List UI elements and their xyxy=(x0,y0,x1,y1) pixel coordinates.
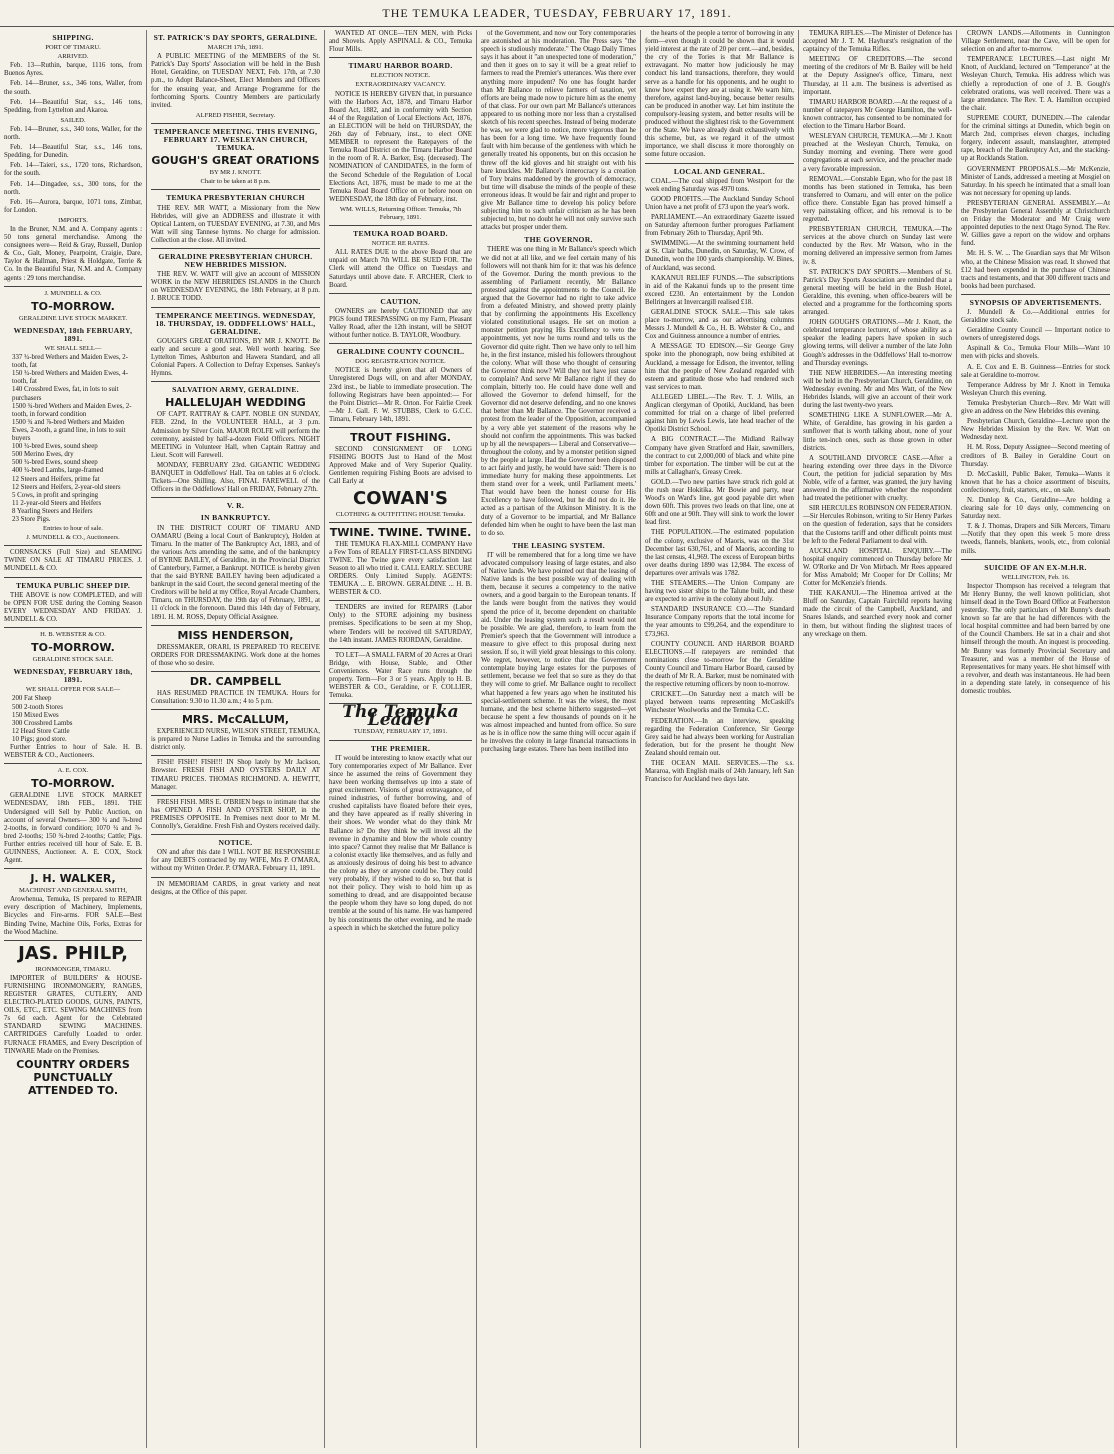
stock-list-2 xyxy=(4,695,142,744)
trout-fishing: TROUT FISHING. xyxy=(350,431,451,445)
news-item: AUCKLAND HOSPITAL ENQUIRY.—The hospital enquiry commenced on Thursday before Mr W. O'Rorke and Dr Von Mirbach. Mr Rees appeared for Miss Arnabold; Mr Cooper for Dr Collins; Mr Cotter for McKenzie's friends. xyxy=(803,547,952,588)
gough-2: GOUGH'S GREAT ORATIONS, BY MR J. KNOTT. Be early and secure a good seat. Well worth hearing. See Lyttelton Times, Ashburton and Hawera Standard, and all Colonial Papers. A Collection to Defray Expenses. Sankey's Hymns. xyxy=(151,337,320,378)
news-item: PRESBYTERIAN CHURCH, TEMUKA.—The services at the above church on Sunday last were conducted by the Rev. Mr Watson, who in the morning delivered an impressive sermon from James iv. 8. xyxy=(803,226,952,266)
we-sell-2: WE SHALL OFFER FOR SALE— xyxy=(25,686,121,694)
local-item: STANDARD INSURANCE CO.—The Standard Insurance Company reports that the total income for the year amounts to £99,264, and the expenditure to £73,963. xyxy=(645,606,794,638)
sailed-item: Feb. 14—Beautiful Star, s.s., 146 tons, Spedding, for Dunedin. xyxy=(4,144,142,160)
stock-item: 150 Mixed Ewes xyxy=(12,711,59,719)
walker-text: Arowhenua, Temuka, IS prepared to REPAIR every description of Machinery, Implements, Bicycles and Fire-arms. FOR SALE—Best Binding Twine, Machine Oils, Forks, Extras for the Wood Machine. xyxy=(4,896,142,936)
governor-text: THERE was one thing in Mr Ballance's speech which we did not at all like, and we feel certain many of his followers will not thank him for it: that was his defence of the Governor. During the month previous to the assembling of Parliament recently, Mr Ballance protested against the appointments to the Council. He argued that the Governor had no right to take advice from a defeated Ministry, and showed pretty plainly that by confirming the appointments His Excellency violated constitutional usages. He set on motion a monster petition praying His Excellency to veto the appointments, yet now he turns round and tells us the Governor did quite right. Then we have only to tell him he, in the first instance, misled his followers throughout the colony. What will those who thought of censuring the Governor think now? Will they not have just cause to complain? And serve Mr Ballance right if they do complain, bitterly too. He could have done well and allowed the Governor to defend himself, for the Governor did not deserve defending, and no one knows that better than Mr Ballance. The Governor received a protest from the leader of the Opposition, accompanied by a very able yet statement of the reasons why he should not confirm the appointments. This was backed up by all the newspapers— Liberal and Conservative—throughout the colony, and by a monster petition signed by the people at large. Had the Governor been disposed to act fairly and justly, he would have said: 'There is no immediate hurry for making these appointments. Let them stand over for a week, until Parliament meets.' That would have been the honest course for His Excellency to have followed, but he did not do it. He acted as a partisan of the Atkinson Ministry. It is the duty of a Governor to be impartial, and Mr Ballance defended him when he ought to have been the last man to do so. xyxy=(481,246,636,537)
news-item: ST. PATRICK'S DAY SPORTS.—Members of St. Patrick's Day Sports Association are reminded that a general meeting will be held in the Bush Hotel, Geraldine, this evening, when office-bearers will be elected and a programme for the forthcoming sports arranged. xyxy=(803,268,952,317)
news-item: GOVERNMENT PROPOSALS.—Mr McKenzie, Minister of Lands, addressed a meeting at Mosgiel on Saturday. In his speech he intimated that a small loan was not necessary for opening up lands. xyxy=(961,165,1110,197)
harbor-text: NOTICE IS HEREBY GIVEN that, in pursuance with the Harbors Act, 1878, and Timaru Harbor Board Act, 1882, and in conformity with Section 44 of the Regulation of Local Elections Act, 1876, an ELECTION will be held on THURSDAY, the 26th day of February, inst., to elect ONE MEMBER to represent the Ratepayers of the Temuka Road District on the Timaru Harbor Board in the room of R. A. Barker, Esq. (deceased). The NOMINATION of CANDIDATES, in the form of the Second Schedule of the Regulation of Local Elections Act, 1876, must be made to me at the Temuka Road Board Office on or before noon on WEDNESDAY, the 18th day of February, inst. xyxy=(329,90,472,203)
notice-heading: NOTICE. xyxy=(218,838,253,848)
stock-item: 500 Merino Ewes, dry xyxy=(12,451,74,459)
council-title: GERALDINE COUNTY COUNCIL. xyxy=(336,347,465,357)
news-item: SIR HERCULES ROBINSON ON FEDERATION.—Sir Hercules Robinson, writing to Sir Henry Parkes on the question of federation, says that he considers that the Customs tariff and other difficult points must be left to the Federal Parliament to deal with. xyxy=(803,505,952,545)
column-7 xyxy=(957,30,1114,1448)
twine-heading: TWINE. TWINE. TWINE. xyxy=(329,525,472,539)
sailed-item: Feb. 16—Aurora, barque, 1071 tons, Zimbar, for London. xyxy=(4,198,142,214)
local-item: PARLIAMENT.—An extraordinary Gazette issued on Saturday afternoon further prorogues Parliament from February 26th to Thursday, April 9th. xyxy=(645,213,794,238)
cox-text: GERALDINE LIVE STOCK MARKET WEDNESDAY, 18th FEB., 1891. THE Undersigned will Sell by Public Auction, on account of several Owners— 300 ¾ and ⅞-bred 2-tooths, in forward condition; 1070 ¾ and ⅞-bred 2-tooths; 150 ¾-bred 2-tooths; Cattle; Pigs. Further entries received till hour of Sale. E. B. GUINNESS, Auctioneer. A. E. COX, Stock Agent. xyxy=(4,792,142,865)
tomorrow-heading-2: TO-MORROW. xyxy=(31,641,115,655)
synopsis-item: Presbyterian Church, Geraldine—Lecture upon the New Hebrides Mission by the Rev. W. Watt on Wednesday next. xyxy=(961,418,1110,442)
local-item: COAL.—The coal shipped from Westport for the week ending Saturday was 4970 tons. xyxy=(645,177,794,193)
news-item: A SOUTHLAND DIVORCE CASE.—After a hearing extending over three days in the Divorce Court, the petition for judicial separation by Mrs Noble, wife of a farmer, was granted, the jury having answered in the affirmative whether the respondent had treated the petitioner with cruelty. xyxy=(803,454,952,503)
stock-market-title: GERALDINE LIVE STOCK MARKET. xyxy=(18,314,128,322)
philp-text: IMPORTER of BUILDERS' & HOUSE-FURNISHING IRONMONGERY, RANGES, REGISTER GRATES, CUTLERY, AND ELECTRO-PLATED GOODS, GUNS, PAINTS, OILS, ETC., ETC. SEWING MACHINES from 7s 6d each. Agent for the Celebrated STANDARD SEWING MACHINES. CARTRIDGES Carefully Loaded to order. FURNACE FRAMES, and Every Description of TINWARE Made on the Premises. xyxy=(4,974,142,1055)
suicide-text: Inspector Thompson has received a telegram that Mr Henry Bunny, the well known politician, shot himself dead in the Town Board Office at Featherston yesterday. The only particulars of Mr Bunny's death known so far are that he had differences with the local hospital committee and had been barred by one of the Council Chambers. He sat in a chair and shot himself through the mouth. An inquest is proceeding. Mr Bunny was formerly Provincial Secretary and Treasurer, and was a member of the House of Representatives for many years. He shot himself with a revolver, and death was instantaneous. He had been in a depending state lately, in consequence of his domestic troubles. xyxy=(961,582,1110,696)
column-5 xyxy=(641,30,799,1448)
sailed-item: Feb. 14—Bruner, s.s., 340 tons, Waller, for the north. xyxy=(4,125,142,142)
synopsis-item: Temperance Address by Mr J. Knott in Temuka Wesleyan Church this evening. xyxy=(961,381,1110,397)
webster-heading: H. B. WEBSTER & CO. xyxy=(40,631,106,638)
campbell-text: HAS RESUMED PRACTICE IN TEMUKA. Hours for Consultation: 9.30 to 11.30 a.m.; 4 to 5 p.m. xyxy=(151,689,320,705)
leasing-continued: the hearts of the people a terror of borrowing in any form—even though it could be shown that it would yield interest at the rate of 20 per cent.—and, besides, the cry of the Tories is that Mr Ballance is extravagant. No matter how judiciously he may conduct his land transactions, therefore, they would serve as a handle for his opponents, and he ought to know how expert they are at using it. We warn him, therefore, against land-buying, because better results can be produced in another way. Let him institute the compulsory-leasing system, and better results will be produced without the slightest risk to the Government or the State. We have already dealt exhaustively with this scheme, but, as we regard it of the utmost importance, we shall discuss it more thoroughly on some future occasion. xyxy=(645,30,794,159)
premier-text: IT would be interesting to know exactly what our Tory contemporaries expect of Mr Ballance. Ever since he assumed the reins of Government they have been working themselves up into a state of great excitement. Visions of great extravagance, of ruined industries, of further borrowing, and of crushed capitalists have floated before their eyes, and they have appeared as if really shivering in their shoes. We wonder what do they think Mr Ballance is? Do they think he will invest all the revenue in dynamite and blow the whole country into space? Cannot they realise that Mr Ballance is a colonist exactly like themselves, and as fully and as anxiously desirous of doing his best to advance the colony as they or anyone could be. They could very probably, if they wished to do so, but that is not their policy. They wish to hold him up as something to dread, and are disappointed because the people whom they have so long duped, do not tremble at the sound of his name. He was hampered by his constituents the other evening, and he made a speech in which he sketched the future policy xyxy=(329,754,472,932)
henderson-name: MISS HENDERSON, xyxy=(177,628,294,642)
local-item: THE STEAMERS.—The Union Company are having two sister ships to the Talune built, and these are expected to arrive in the colony about July. xyxy=(645,580,794,604)
mccallum-name: MRS. McCALLUM, xyxy=(181,713,290,727)
arrived-label: ARRIVED. xyxy=(57,53,89,61)
stock-list xyxy=(4,354,142,524)
geraldine-presbyterian: GERALDINE PRESBYTERIAN CHURCH. NEW HEBRIDES MISSION. xyxy=(158,251,313,270)
bankruptcy-heading: IN BANKRUPTCY. xyxy=(200,513,271,523)
tomorrow-heading-3: TO-MORROW. xyxy=(31,777,115,791)
bankruptcy-text: IN THE DISTRICT COURT OF TIMARU AND OAMARU (Being a local Court of Bankruptcy), Holden at Timaru. In the matter of The Bankruptcy Act, 1883, and of the various Acts amending the same, and of the bankruptcy of BYRNE BAILEY, of Geraldine, in the Provincial District of Canterbury, Farmer, a Bankrupt. NOTICE is hereby given that the said BYRNE BAILEY having been adjudicated a bankrupt in the said Court, the second general meeting of the Creditors will be held at my Office, Royal Arcade Chambers, Timaru, on THURSDAY, the 19th day of February, 1891, at 11 o'clock in the forenoon. Dated this 14th day of February, 1891. H. M. ROSS, Deputy Official Assignee. xyxy=(151,524,320,621)
sailed-item: Feb. 14—Dingadee, s.s., 300 tons, for the north. xyxy=(4,180,142,196)
arrived-item: Feb. 14—Bruner, s.s., 346 tons, Waller, from the south. xyxy=(4,80,142,96)
geraldine-presbyterian-text: THE REV. W. WATT will give an account of MISSION WORK in the NEW HEBRIDES ISLANDS in the Church on WEDNESDAY EVENING, the 18th February, at 8 p.m. J. BRUCE TODD. xyxy=(151,271,320,303)
walker-name: J. H. WALKER, xyxy=(30,872,116,886)
synopsis-item: Temuka Presbyterian Church—Rev. Mr Watt will give an address on the New Hebrides this evening. xyxy=(961,399,1110,416)
news-item: MEETING OF CREDITORS.—The second meeting of the creditors of Mr B. Bailey will be held at the Deputy Assignee's office, Timaru, next Thursday, at 11 a.m. The business is advertised as important. xyxy=(803,56,952,96)
sale-date-2: WEDNESDAY, FEBRUARY 18th, 1891. xyxy=(13,667,133,685)
news-item: THE NEW HEBRIDES.—An interesting meeting will be held in the Presbyterian Church, Geraldine, on Wednesday evening. Mr and Mrs Watt, of the New Hebrides Islands, will give an account of their work during the last twenty-two years. xyxy=(803,369,952,410)
stock-item: 200 Fat Sheep xyxy=(12,695,52,703)
suicide-heading: SUICIDE OF AN EX-M.H.R. xyxy=(984,562,1087,572)
news-item: SOMETHING LIKE A SUNFLOWER.—Mr A. White, of Geraldine, has growing in his garden a sunflower that is worth talking about, none of your little ten-inch ones, such as those grown in other districts. xyxy=(803,412,952,452)
local-item: ALLEGED LIBEL.—The Rev. T. J. Wills, an Anglican clergyman of Opotiki, Auckland, has been committed for trial on a charge of libel preferred against him by Lewis Lewis, late head teacher of the Opotiki District School. xyxy=(645,393,794,434)
further-entries: Further Entries to hour of Sale. H. B. WEBSTER & CO., Auctioneers. xyxy=(4,744,142,760)
rates-notice: NOTICE RE RATES. xyxy=(371,240,430,248)
stock-item: 500 ¾-bred Ewes, sound sheep xyxy=(12,459,98,467)
synopsis-item: Geraldine County Council — Important notice to owners of unregistered dogs. xyxy=(961,327,1110,343)
news-item: CROWN LANDS.—Allotments in Cunnington Village Settlement, near the Cave, will be open for selection on and after to-morrow. xyxy=(961,30,1110,54)
banquet-text: MONDAY, FEBRUARY 23rd. GIGANTIC WEDDING BANQUET in Oddfellows' Hall. Tea on tables at 6 o'clock. Tickets—One Shilling. Also, FINAL FAREWELL of the Officers in the Oddfellows' Hall on FRIDAY, February 27th. xyxy=(151,461,320,494)
stock-item: 12 Steers and Heifers, prime fat xyxy=(12,475,100,483)
synopsis-item: J. Mundell & Co.—Additional entries for Geraldine stock sale. xyxy=(961,309,1110,325)
column-6 xyxy=(799,30,957,1448)
cox-heading: A. E. COX. xyxy=(57,767,89,775)
column-4 xyxy=(477,30,641,1448)
synopsis-item: A. E. Cox and E. B. Guinness—Entries for stock sale at Geraldine to-morrow. xyxy=(961,363,1110,379)
stock-item: 12 Head Store Cattle xyxy=(12,727,70,735)
cowans-sub: CLOTHING & OUTFITTING HOUSE Temuka. xyxy=(335,510,466,518)
rates-text: ALL RATES DUE to the above Board that are unpaid on March 7th WILL BE SUED FOR. The Clerk will attend the Office on Tuesdays and Saturdays until above date. F. ARCHER, Clerk to Board. xyxy=(329,249,472,289)
stock-item: 23 Store Pigs. xyxy=(12,515,51,523)
sailed-item: Feb. 14—Taieri, s.s., 1720 tons, Richardson, for the south. xyxy=(4,162,142,178)
temperance-title: TEMPERANCE MEETING. THIS EVENING, FEBRUARY 17. WESLEYAN CHURCH, TEMUKA. xyxy=(153,126,318,153)
sports-date: MARCH 17th, 1891. xyxy=(207,44,264,52)
memoriam-ad: IN MEMORIAM CARDS, in great variety and neat designs, at the Office of this paper. xyxy=(151,880,320,896)
hallelujah-wedding: HALLELUJAH WEDDING xyxy=(165,396,306,410)
sports-title: ST. PATRICK'S DAY SPORTS, GERALDINE. xyxy=(153,33,318,42)
leasing-text: IT will be remembered that for a long time we have advocated compulsory leasing of large estates, and also of Native lands. We have pointed out that the leasing of Native lands is the best possible way of dealing with them, because it secures a competency to the native owners, and a good bargain to the European tenants. If the lands were bought from the natives they would spend the price of it, become dependent on charitable aid. Under the leasing system such a result would not be possible. We are glad, therefore, to learn from the Premier's speech that the Government will introduce a measure to give effect to this proposal during next session. If so, it will yield great blessings to this colony. We regret, however, to notice that the Government contemplate buying large estates for the purposes of settlement, because we feel that so sure as they do that they will come to grief. Mr Ballance ought to recollect what happened a few years ago when he instituted his special-settlement scheme. It was the wisest, the most humane, and the best scheme hitherto suggested—yet because he spent a few thousands of pounds on it he was almost impeached and hunted from office. So sure as he is in office now the same thing will occur again if he involves the colony in large financial transactions in purchasing large estates. There has been instilled into xyxy=(481,551,636,754)
trout-text: SECOND CONSIGNMENT OF LONG FISHING BOOTS Just to Hand of the Most Approved Make and of Very Superior Quality. Gentlemen requiring Fishing Boots are advised to Call Early at xyxy=(329,446,472,486)
stock-item: 300 Crossbred Lambs xyxy=(12,719,73,727)
stock-item: 11 2-year-old Steers and Heifers xyxy=(12,499,102,507)
tolet-ad: TO LET—A SMALL FARM of 20 Acres at Orari Bridge, with House, Stable, and Other Conveniences. Water Race runs through the property. Term—For 3 or 5 years. Apply to H. B. WEBSTER & CO., Geraldine, or F. COLLIER, Temuka. xyxy=(329,651,472,700)
local-item: CRICKET.—On Saturday next a match will be played between teams representing McCaskill's Winchester Woolworks and the Temuka C.C. xyxy=(645,691,794,715)
premier-continued: of the Government, and now our Tory contemporaries are astonished at his moderation. The Press says "the speech is studiously moderate." The Otago Daily Times says it has about it "an unexpected tone of moderation," and then it goes on to say it will be a great relief to farmers to read the Premier's utterances. Was there ever anything more impudent? No one has fought harder than Mr Ballance to relieve farmers of taxation, yet efforts are being made now to picture him as the enemy of that class. For our own part Mr Ballance's utterances appeared to us nothing more nor less than a crystalised sketch of his recent speeches. Instead of being moderate he was, we were glad to notice, more vigorous than he has been for a long time. We have frequently found fault with him because of the gentleness with which he generally treated his opponents, but on this occasion he threw off the kid gloves and hit straight out with his bare knuckles. Mr Ballance's innerocracy is a creation of Tory brains maddened by the growth of democracy, but time will disabuse the minds of the people of these erroneous ideas. It would be fair and right and proper to give Mr Ballance time to develop his policy before subjecting him to such unfair criticism as he has been subjected to, but no doubt he will not only survive such attacks but prosper under them. xyxy=(481,30,636,232)
stock-item: 1500 ¾-bred Wethers and Maiden Ewes, 2-tooth, in forward condition xyxy=(12,402,132,418)
stock-item: 100 ¾-bred Ewes, sound sheep xyxy=(12,443,98,451)
road-board-title: TEMUKA ROAD BOARD. xyxy=(353,229,448,239)
local-item: THE OCEAN MAIL SERVICES.—The s.s. Mararoa, with English mails of 24th January, left San Francisco for Auckland two days late. xyxy=(645,759,794,784)
cowans: COWAN'S xyxy=(352,487,449,509)
stock-item: 500 2-tooth Stores xyxy=(12,703,63,711)
news-item: TEMPERANCE LECTURES.—Last night Mr Knott, of Auckland, lectured on "Temperance" at the Wesleyan Church, Temuka. His address which was chiefly a reproduction of one of J. B. Gough's celebrated orations, was well received. There was a large attendance. The Rev. T. A. Hamilton occupied the chair. xyxy=(961,56,1110,112)
extraordinary-vacancy: EXTRAORDINARY VACANCY. xyxy=(355,81,446,89)
local-item: COUNTY COUNCIL AND HARBOR BOARD ELECTIONS.—If ratepayers are reminded that nominations close to-morrow for the Geraldine County Council and Timaru Harbor Board, caused by the death of Mr R. A. Barker, must be nominated with the respective returning officers by noon to-morrow. xyxy=(645,640,794,689)
sports-text: A PUBLIC MEETING of the MEMBERS of the St. Patrick's Day Sports' Association will be held in the Bush Hotel, Geraldine, on TUESDAY NEXT, Feb. 17th, at 7.30 p.m., to Adopt Balance-Sheet, Elect Members and Officers for the ensuing year, and Arrange Programme for the forthcoming Sports. Country Members are particularly invited. xyxy=(151,53,320,109)
cornsacks-ad: CORNSACKS (Full Size) and SEAMING TWINE ON SALE AT TIMARU PRICES. J. MUNDELL & CO. xyxy=(4,549,142,573)
gough-by: BY MR J. KNOTT. xyxy=(209,169,262,177)
masthead: THE TEMUKA LEADER, TUESDAY, FEBRUARY 17, 1891. xyxy=(0,0,1114,27)
stock-item: 337 ¾-bred Wethers and Maiden Ewes, 2-tooth, fat xyxy=(12,354,129,370)
walker-title: MACHINIST AND GENERAL SMITH, xyxy=(18,887,128,895)
stock-item: 5 Cows, in profit and springing xyxy=(12,491,99,499)
local-item: KAKANUI RELIEF FUNDS.—The subscriptions in aid of the Kakanui funds up to the present time exceed £230. An entertainment by the London Bellringers at Invercargill realised £18. xyxy=(645,274,794,306)
henderson-text: DRESSMAKER, ORARI, IS PREPARED TO RECEIVE ORDERS FOR DRESSMAKING. Work done at the homes of those who so desire. xyxy=(151,643,320,667)
dog-text: NOTICE is hereby given that all Owners of Unregistered Dogs will, on and after MONDAY, 23rd inst., be liable to immediate prosecution. The following Registrars have been appointed:— For the Point District—Mr R. Orton. For Fairlie Creek—Mr J. Gall. F. W. STUBBS, Clerk to G.C.C. Timaru, February 14th, 1891. xyxy=(329,367,472,423)
synopsis-heading: SYNOPSIS OF ADVERTISEMENTS. xyxy=(969,297,1102,307)
local-item: A MESSAGE TO EDISON.—Sir George Grey spoke into the phonograph, now being exhibited at Auckland, a message for Edison, the inventor, telling him that the people of New Zealand regarded with esteem and gratitude those who had rendered such vast services to man. xyxy=(645,343,794,391)
local-item: A BIG CONTRACT.—The Midland Railway Company have given Stratford and Hair, sawmillers, the contract to cut 2,000,000 of black and white pine timber for exportation. The timber will be cut at the mills at Callaghan's, Greasy Creek. xyxy=(645,436,794,476)
campbell-name: DR. CAMPBELL xyxy=(189,674,282,688)
sailed-label: SAILED. xyxy=(60,116,86,124)
country-orders: COUNTRY ORDERS PUNCTUALLY ATTENDED TO. xyxy=(16,1057,130,1097)
imports-text: In the Bruner, N.M. and A. Company agents : 50 tons general merchandise. Among the consignees were— Reid & Gray, Russell, Dunlop & Co., Galt, Money, Pearpoint, Craigie, Dare, Taylor & Hallman, Priest & Holdgate, Terrie & Co. In the Beautiful Star, N.M. and A. Company agents : 29 tons merchandise. xyxy=(4,225,142,282)
philp-title: IRONMONGER, TIMARU. xyxy=(35,965,111,973)
caution-text: OWNERS are hereby CAUTIONED that any PIGS found TRESPASSING on my Farm, Pleasant Valley Road, after the 12th instant, will be SHOT without further notice. B. TAYLOR, Woodbury. xyxy=(329,307,472,340)
mundell-auctioneers: J. MUNDELL & CO., Auctioneers. xyxy=(26,534,120,542)
news-item: THE KAKANUI.—The Hinemoa arrived at the Bluff on Saturday, Captain Fairchild reports having made the circuit of the Campbell, Auckland, and Snares Islands, and searched every nook and corner in them, but without finding the slightest traces of any wreckage on them. xyxy=(803,590,952,638)
wills-signature: WM. WILLS, Returning Officer. Temuka, 7th February, 1891. xyxy=(339,205,462,221)
dog-notice: DOG REGISTRATION NOTICE. xyxy=(355,358,446,366)
imports-label: IMPORTS. xyxy=(58,216,88,224)
stock-item: 12 Steers and Heifers, 2-year-old steers xyxy=(12,483,121,491)
mundell-heading: J. MUNDELL & CO. xyxy=(44,289,102,297)
news-item: REMOVAL.—Constable Egan, who for the past 18 months has been stationed in Temuka, has been transferred to Oamaru, and will enter on the police office there. Constable Egan has proved himself a very painstaking officer, and his removal is to be regretted. xyxy=(803,175,952,224)
local-item: SWIMMING.—At the swimming tournament held at St. Clair baths, Dunedin, on Saturday, W. Crow, of Dunedin, won the 100 yards championship. W. Bines, of Auckland, was second. xyxy=(645,240,794,272)
local-item: GOLD.—Two new parties have struck rich gold at the rush near Hokitika. Mr Bowie and party, near Wood's on Ward's line, got good payable dirt when down 60ft. This proves two leads on that line, one at 60ft and one at 90ft. They will sink to work the lower lead first. xyxy=(645,478,794,527)
harbor-board-title: TIMARU HARBOR BOARD. xyxy=(348,61,453,71)
leader-date: TUESDAY, FEBRUARY 17, 1891. xyxy=(353,728,448,736)
stock-item: 150 ¾-bred Wethers and Maiden Ewes, 4-tooth, fat xyxy=(12,370,129,386)
governor-heading: THE GOVERNOR. xyxy=(524,235,593,245)
synopsis-item: H. M. Ross, Deputy Assignee—Second meeting of creditors of B. Bailey in Geraldine Court on Thursday. xyxy=(961,444,1110,468)
mccallum-text: EXPERIENCED NURSE, WILSON STREET, TEMUKA, is prepared to Nurse Ladies in Temuka and the surrounding district only. xyxy=(151,728,320,752)
synopsis-item: D. McCaskill, Public Baker, Temuka—Wants it known that he has a choice assortment of biscuits, confectionery, fruit, starters, etc., on sale. xyxy=(961,470,1110,494)
election-notice: ELECTION NOTICE. xyxy=(370,72,431,80)
local-item: THE POPULATION.—The estimated population of the colony, exclusive of Maoris, was on the 31st December last 630,761, and of Maoris, according to the last census, 41,969. The excess of European births over deaths during 1890 was 12,984. The excess of departures over arrivals was 1782. xyxy=(645,529,794,577)
gough-orations: GOUGH'S GREAT ORATIONS xyxy=(151,154,320,168)
arrived-item: Feb. 13—Ruthin, barque, 1116 tons, from Buenos Ayres. xyxy=(4,62,142,78)
we-sell: WE SHALL SELL— xyxy=(44,345,102,352)
stock-item: 10 Pigs; good store. xyxy=(12,735,67,743)
synopsis-item: Aspinall & Co., Temuka Flour Mills—Want 10 men with picks and shovels. xyxy=(961,345,1110,361)
geraldine-stock-title: GERALDINE STOCK SALE. xyxy=(32,656,114,664)
dip-text: THE ABOVE is now COMPLETED, and will be OPEN FOR USE during the Coming Season EVERY WEDNESDAY AND FRIDAY. J. MUNDELL & CO. xyxy=(4,591,142,623)
stock-item: 1500 ¾ and ⅞-bred Wethers and Maiden Ewes, 2-tooth, a grand line, in lots to suit buyers xyxy=(12,418,126,443)
column-2 xyxy=(147,30,325,1448)
vr-heading: V. R. xyxy=(226,501,245,511)
caution-title: CAUTION. xyxy=(380,296,421,306)
stock-item: 8 Yearling Steers and Heifers xyxy=(12,507,93,515)
stock-item: 400 ¾-bred Lambs, large-framed xyxy=(12,467,104,475)
local-general-heading: LOCAL AND GENERAL. xyxy=(673,166,766,176)
column-1 xyxy=(0,30,147,1448)
news-item: JOHN GOUGH'S ORATIONS.—Mr J. Knott, the celebrated temperance lecturer, of whose ability as a speaker the leading papers have spoken in such glowing terms, will deliver a number of the late John Gough's addresses in the Oddfellows' Hall to-morrow and Thursday evenings. xyxy=(803,319,952,367)
entries-note: Entries to hour of sale. xyxy=(43,525,103,533)
philp-name: JAS. PHILP, xyxy=(18,942,128,964)
shipping-title: SHIPPING. xyxy=(52,33,94,42)
synopsis-item: N. Dunlop & Co., Geraldine—Are holding a clearing sale for 10 days only, commencing on Saturday next. xyxy=(961,496,1110,521)
leader-title: The Temuka Leader xyxy=(342,702,459,731)
presbyterian-title: TEMUKA PRESBYTERIAN CHURCH xyxy=(166,193,305,203)
local-item: GOOD PROFITS.—The Auckland Sunday School Union have a net profit of £73 upon the year's work. xyxy=(645,195,794,211)
tomorrow-heading: TO-MORROW. xyxy=(31,299,115,313)
temperance-meetings: TEMPERANCE MEETINGS. WEDNESDAY, 18. THURSDAY, 19. ODDFELLOWS' HALL, GERALDINE. xyxy=(155,310,316,336)
gough-chair: Chair to be taken at 8 p.m. xyxy=(200,178,271,186)
sports-signature: ALFRED FISHER, Secretary. xyxy=(195,111,276,119)
news-item: Mr. H. S. W. ... The Guardian says that Mr Wilson who, at the Chinese Mission was read. It showed that £12 had been expended in the purchase of Chinese tracts and testaments, and that 300 different tracts and books had been purchased. xyxy=(961,250,1110,290)
premier-heading: THE PREMIER. xyxy=(370,743,431,753)
hallelujah-text: OF CAPT. RATTRAY & CAPT. NOBLE ON SUNDAY, FEB. 22nd, In the VOLUNTEER HALL, at 3 p.m. Admission by Silver Coin. MAJOR ROLFE will perform the ceremony, assisted by half-a-dozen Field Officers. NIGHT MEETING in Volunteer Hall, when Captain Rattray and Lieut. Scott will Farewell. xyxy=(151,411,320,459)
local-item: GERALDINE STOCK SALE.—This sale takes place to-morrow, and as our advertising columns Messrs J. Mundell & Co., H. B. Webster & Co., and Cox and Guinness announce a number of entries. xyxy=(645,309,794,341)
leasing-heading: THE LEASING SYSTEM. xyxy=(512,540,605,550)
fresh-fish-ad: FRESH FISH. MRS E. O'BRIEN begs to intimate that she has OPENED A FISH AND OYSTER SHOP, in the PREMISES OPPOSITE. In Premises next door to Mr M. Connolly's, Geraldine. Fresh Fish and Oysters received daily. xyxy=(151,798,320,831)
salvation-army: SALVATION ARMY, GERALDINE. xyxy=(172,385,299,395)
news-item: TEMUKA RIFLES.—The Minister of Defence has accepted Mr J. T. M. Hayhurst's resignation of the captaincy of the Temuka Rifles. xyxy=(803,30,952,54)
news-item: WESLEYAN CHURCH, TEMUKA.—Mr J. Knott preached at the Wesleyan Church, Temuka, on Sunday morning and evening. There were good congregations at each service, and the preacher made a very favorable impression. xyxy=(803,133,952,173)
suicide-place: WELLINGTON, Feb. 16. xyxy=(1001,573,1070,581)
news-item: TIMARU HARBOR BOARD.—At the request of a number of ratepayers Mr George Hamilton, the well-known contractor, has consented to be nominated for election to the Timaru Harbor Board. xyxy=(803,98,952,131)
sale-date: WEDNESDAY, 18th FEBRUARY, 1891. xyxy=(13,325,133,343)
dip-title: TEMUKA PUBLIC SHEEP DIP. xyxy=(15,580,131,590)
fish-ad: FISH! FISH!! FISH!!! IN Shop lately by Mr Jackson, Brewster. FRESH FISH AND OYSTERS DAILY AT TIMARU PRICES. THOMAS RICHMOND. A. HEWITT, Manager. xyxy=(151,759,320,791)
column-3 xyxy=(325,30,477,1448)
stock-item: 140 Crossbred Ewes, fat, in lots to suit purchasers xyxy=(12,386,119,402)
arrived-item: Feb. 14—Beautiful Star, s.s., 146 tons, Spedding, from Lyttelton and Akaroa. xyxy=(4,98,142,114)
local-item: FEDERATION.—In an interview, speaking regarding the Federation Conference, Sir George Grey said he had always been working for Australian federation, but for the present he thought New Zealand should remain out. xyxy=(645,717,794,757)
presbyterian-text: THE REV. MR WATT, a Missionary from the New Hebrides, will give an ADDRESS and illustrate it with Optical Lantern, on TUESDAY EVENING, at 7.30, and Mrs Watt will sing Tannese hymns. No charge for admission. Collection at the close. All invited. xyxy=(151,204,320,244)
notice-text: ON and after this date I WILL NOT BE RESPONSIBLE for any DEBTS contracted by my WIFE, Mrs P. O'MARA, without my Written Order. P. O'MARA. February 11, 1891. xyxy=(151,849,320,873)
tenders-ad: TENDERS are invited for REPAIRS (Labor Only) to the STORE adjoining my business premises. Specifications to be seen at my Shop, where Tenders will be received till SATURDAY, the 14th instant. JAMES RIORDAN, Geraldine. xyxy=(329,604,472,644)
synopsis-item: T. & J. Thomas, Drapers and Silk Mercers, Timaru—Notify that they open this week 5 more dress tweeds, flannels, blankets, wools, etc., from colonial mills. xyxy=(961,523,1110,555)
news-item: PRESBYTERIAN GENERAL ASSEMBLY.—At the Presbyterian General Assembly at Christchurch on Friday the Moderator and Mr Craig were appointed deputies to the next Otago Synod. The Rev. W. Gillies gave a report on the widow and orphans fund. xyxy=(961,199,1110,248)
port-title: PORT OF TIMARU. xyxy=(45,44,101,52)
news-item: SUPREME COURT, DUNEDIN.—The calendar for the criminal sittings at Dunedin, which begin on March 2nd, comprises eleven charges, including forgery, indecent assault, manslaughter, attempted rape, breach of the Bankruptcy Act, and the stacking-up at Rocklands Station. xyxy=(961,114,1110,163)
wanted-ad: WANTED AT ONCE—TEN MEN, with Picks and Shovels. Apply ASPINALL & CO., Temuka Flour Mills. xyxy=(329,30,472,54)
twine-text: THE TEMUKA FLAX-MILL COMPANY Have a Few Tons of REALLY FIRST-CLASS BINDING TWINE. The Twine gave every satisfaction last Season to all who tried it. CALL EARLY. SECURE ORDERS. Only Limited Supply. AGENTS: TEMUKA ... E. BROWN. GERALDINE ... H. B. WEBSTER & CO. xyxy=(329,540,472,597)
